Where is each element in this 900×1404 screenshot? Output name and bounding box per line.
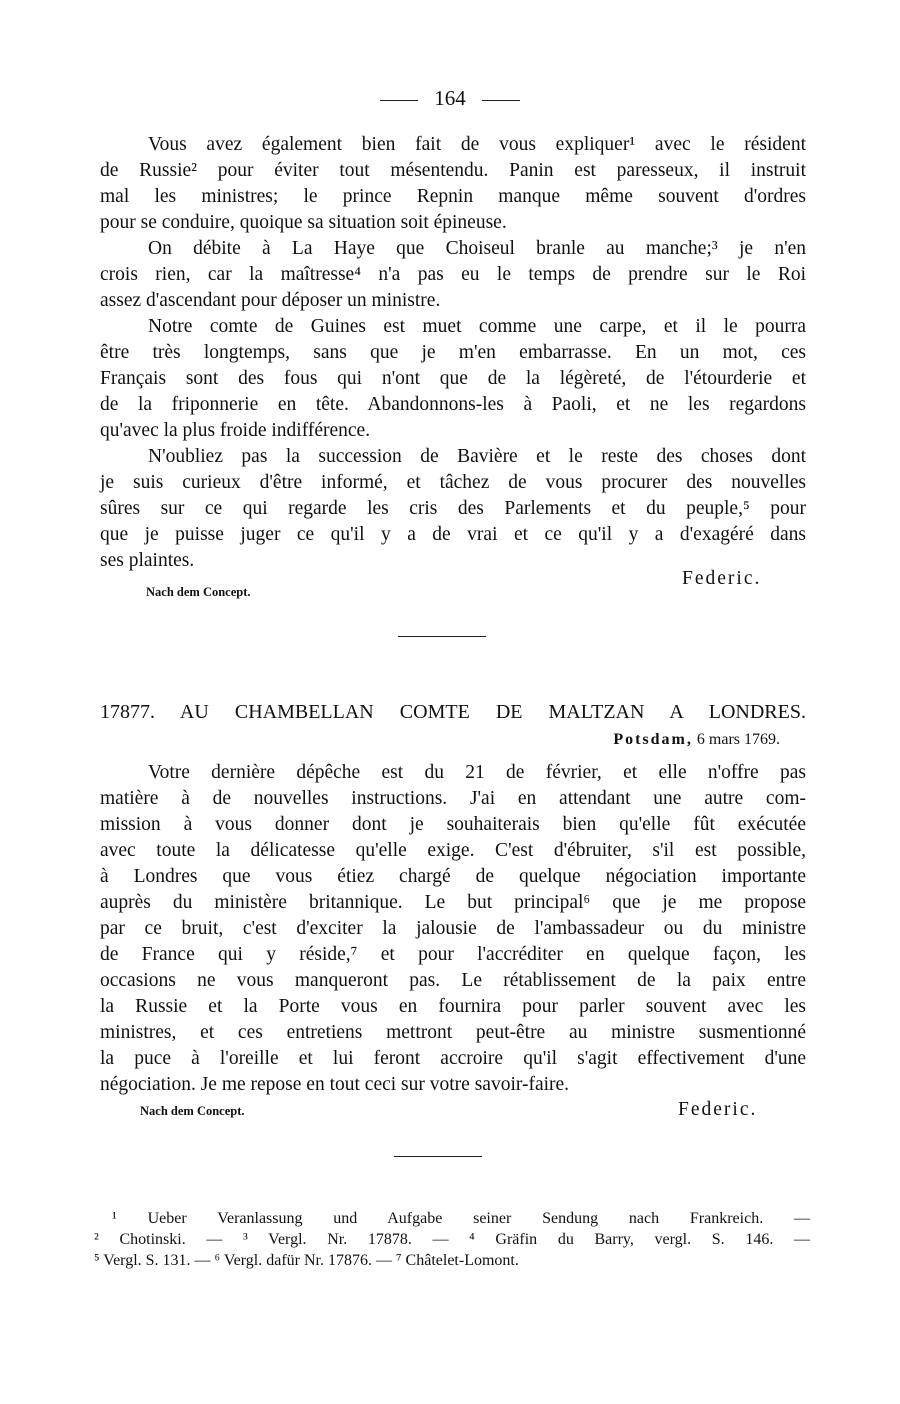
text-line: Votre dernière dépêche est du 21 de février, et elle n'offre pas [148, 762, 806, 783]
text-line: occasions ne vous manqueront pas. Le rétablissement de la paix entre [100, 970, 806, 991]
text-line: N'oubliez pas la succession de Bavière et le reste des choses dont [148, 446, 806, 467]
letter2-signature: Federic. [678, 1099, 758, 1120]
page-number-dash-right [482, 100, 520, 101]
footnote-line: ² Chotinski. — ³ Vergl. Nr. 17878. — ⁴ Gräfin du Barry, vergl. S. 146. — [94, 1231, 810, 1248]
text-line: matière à de nouvelles instructions. J'ai en attendant une autre com- [100, 788, 806, 809]
dateline-date: 6 mars 1769. [696, 731, 780, 748]
text-line: de Russie² pour éviter tout mésentendu. Panin est paresseux, il instruit [100, 160, 806, 181]
text-line: négociation. Je me repose en tout ceci sur votre savoir-faire. [100, 1074, 570, 1095]
text-line: crois rien, car la maîtresse⁴ n'a pas eu le temps de prendre sur le Roi [100, 264, 806, 285]
footnote-line: ¹ Ueber Veranlassung und Aufgabe seiner Sendung nach Frankreich. — [112, 1210, 810, 1227]
text-line: Notre comte de Guines est muet comme une carpe, et il le pourra [148, 316, 806, 337]
text-line: sûres sur ce qui regarde les cris des Parlements et du peuple,⁵ pour [100, 498, 806, 519]
letter2-dateline [613, 731, 780, 749]
page-number-dash-left [380, 100, 418, 101]
text-line: que je puisse juger ce qu'il y a de vrai et ce qu'il y a d'exagéré dans [100, 524, 806, 545]
text-line: ses plaintes. [100, 550, 195, 571]
text-line: mission à vous donner dont je souhaiterais bien qu'elle fût exécutée [100, 814, 806, 835]
page-number [0, 86, 900, 111]
text-line: On débite à La Haye que Choiseul branle au manche;³ je n'en [148, 238, 806, 259]
letter2-body [100, 760, 806, 1098]
dateline-place: Potsdam, [613, 731, 693, 748]
text-line: auprès du ministère britannique. Le but principal⁶ que je me propose [100, 892, 806, 913]
text-line: Vous avez également bien fait de vous expliquer¹ avec le résident [148, 134, 806, 155]
text-line: la Russie et la Porte vous en fournira pour parler souvent avec les [100, 996, 806, 1017]
text-line: être très longtemps, sans que je m'en embarrasse. En un mot, ces [100, 342, 806, 363]
letter1-body [100, 132, 806, 574]
page-number-text: 164 [434, 86, 466, 110]
text-line: avec toute la délicatesse qu'elle exige. C'est d'ébruiter, s'il est possible, [100, 840, 806, 861]
text-line: assez d'ascendant pour déposer un ministre. [100, 290, 441, 311]
text-line: qu'avec la plus froide indifférence. [100, 420, 371, 441]
text-line: de la friponnerie en tête. Abandonnons-les à Paoli, et ne les regardons [100, 394, 806, 415]
letter2-source-note: Nach dem Concept. [140, 1104, 245, 1118]
section-divider [398, 636, 486, 637]
text-line: par ce bruit, c'est d'exciter la jalousie de l'ambassadeur ou du ministre [100, 918, 806, 939]
section-divider [394, 1156, 482, 1157]
footnote-line: ⁵ Vergl. S. 131. — ⁶ Vergl. dafür Nr. 17876. — ⁷ Châtelet-Lomont. [94, 1252, 519, 1269]
letter1-signature: Federic. [682, 568, 762, 589]
letter1-source-note: Nach dem Concept. [146, 585, 251, 599]
text-line: ministres, et ces entretiens mettront peut-être au ministre susmentionné [100, 1022, 806, 1043]
text-line: à Londres que vous étiez chargé de quelque négociation importante [100, 866, 806, 887]
text-line: Français sont des fous qui n'ont que de la légèreté, de l'étourderie et [100, 368, 806, 389]
text-line: pour se conduire, quoique sa situation soit épineuse. [100, 212, 507, 233]
text-line: la puce à l'oreille et lui feront accroire qu'il s'agit effectivement d'une [100, 1048, 806, 1069]
text-line: je suis curieux d'être informé, et tâchez de vous procurer des nouvelles [100, 472, 806, 493]
letter2-heading: 17877. AU CHAMBELLAN COMTE DE MALTZAN A LONDRES. [100, 701, 806, 723]
text-line: mal les ministres; le prince Repnin manque même souvent d'ordres [100, 186, 806, 207]
footnotes [94, 1208, 810, 1271]
text-line: de France qui y réside,⁷ et pour l'accréditer en quelque façon, les [100, 944, 806, 965]
